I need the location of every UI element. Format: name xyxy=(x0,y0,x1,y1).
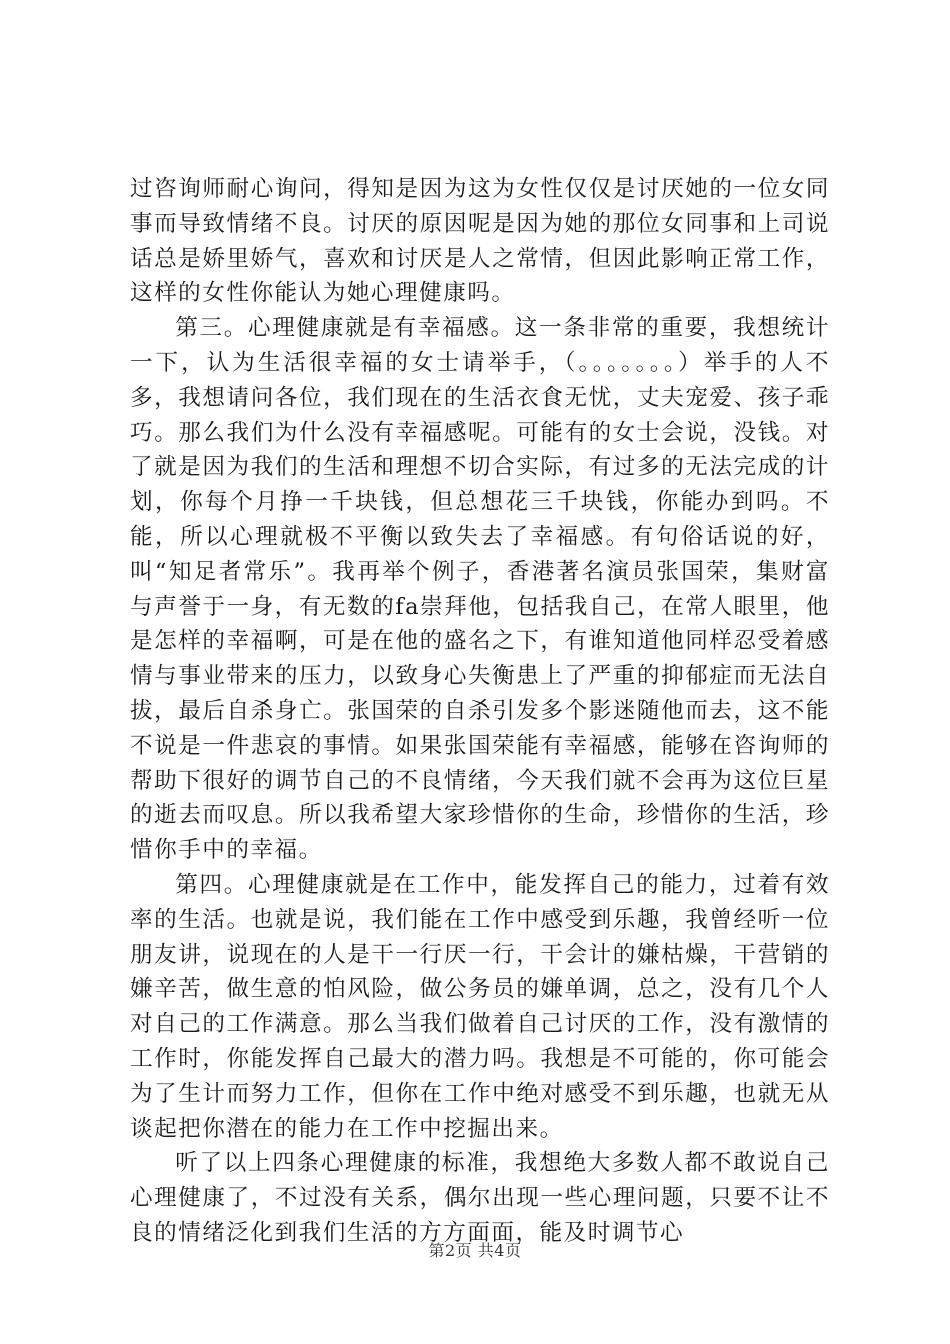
paragraph-conclusion: 听了以上四条心理健康的标准，我想绝大多数人都不敢说自己心理健康了，不过没有关系，偶尔出现一些心理问题，只要不让不良的情绪泛化到我们生活的方方面面，能及时调节心 xyxy=(130,1150,830,1246)
paragraph-continuation: 过咨询师耐心询问，得知是因为这为女性仅仅是讨厌她的一位女同事而导致情绪不良。讨厌的原因呢是因为她的那位女同事和上司说话总是娇里娇气，喜欢和讨厌是人之常情，但因此影响正常工作，这样的女性你能认为她心理健康吗。 xyxy=(130,176,830,307)
paragraph-fourth-standard: 第四。心理健康就是在工作中，能发挥自己的能力，过着有效率的生活。也就是说，我们能在工作中感受到乐趣，我曾经听一位朋友讲，说现在的人是干一行厌一行，干会计的嫌枯燥，干营销的嫌辛苦，做生意的怕风险，做公务员的嫌单调，总之，没有几个人对自己的工作满意。那么当我们做着自己讨厌的工作，没有激情的工作时，你能发挥自己最大的潜力吗。我想是不可能的，你可能会为了生计而努力工作，但你在工作中绝对感受不到乐趣，也就无从谈起把你潜在的能力在工作中挖掘出来。 xyxy=(130,871,830,1142)
page-footer: 第2页 共4页 xyxy=(428,1241,522,1260)
document-body xyxy=(130,172,830,1251)
paragraph-third-standard: 第三。心理健康就是有幸福感。这一条非常的重要，我想统计一下，认为生活很幸福的女士请举手，（。。。。。。。）举手的人不多，我想请问各位，我们现在的生活衣食无忧，丈夫宠爱、孩子乖巧。那么我们为什么没有幸福感呢。可能有的女士会说，没钱。对了就是因为我们的生活和理想不切合实际，有过多的无法完成的计划，你每个月挣一千块钱，但总想花三千块钱，你能办到吗。不能，所以心理就极不平衡以致失去了幸福感。有句俗话说的好，叫“知足者常乐”。我再举个例子，香港著名演员张国荣，集财富与声誉于一身，有无数的fa崇拜他，包括我自己，在常人眼里，他是怎样的幸福啊，可是在他的盛名之下，有谁知道他同样忍受着感情与事业带来的压力，以致身心失衡患上了严重的抑郁症而无法自拔，最后自杀身亡。张国荣的自杀引发多个影迷随他而去，这不能不说是一件悲哀的事情。如果张国荣能有幸福感，能够在咨询师的帮助下很好的调节自己的不良情绪，今天我们就不会再为这位巨星的逝去而叹息。所以我希望大家珍惜你的生命，珍惜你的生活，珍惜你手中的幸福。 xyxy=(130,315,830,864)
